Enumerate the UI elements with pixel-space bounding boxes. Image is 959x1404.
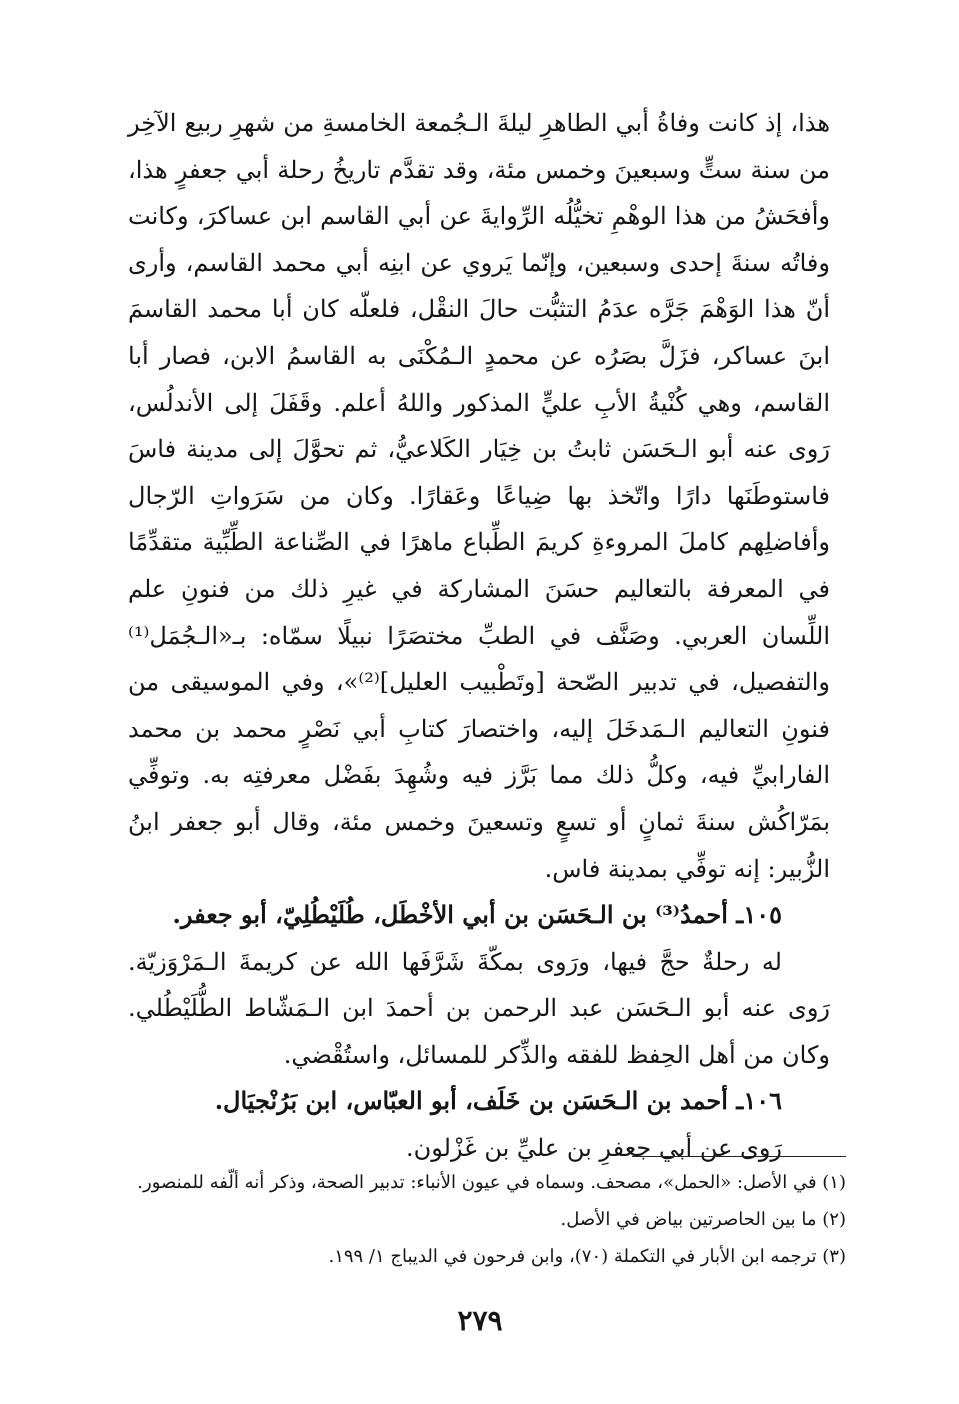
entry-heading-106: ١٠٦ـ أحمد بن الـحَسَن بن خَلَف، أبو العبّاس، ابن بَرُنْجيَال.	[214, 1086, 782, 1116]
main-text	[128, 100, 830, 1172]
footnote-separator	[632, 1156, 846, 1157]
entry-text-106: رَوى عن أبي جعفرِ بن عليِّ بن غَزْلون.	[405, 1134, 782, 1163]
entry-text-105: له رحلةٌ حجَّ فيها، ورَوى بمكّةَ شَرَّفَها الله عن كريمةَ الـمَرْوَزيّة. رَوى عنه أبو الـحَسَن عبد الرحمن بن أحمدَ ابن الـمَشّاط الطُّلَيْطُلي. وكان من أهل الحِفظ للفقه والذِّكر للمسائل، واستُقْضي.	[128, 947, 830, 1069]
footnote-3: (٣) ترجمه ابن الأبار في التكملة (٧٠)، وابن فرحون في الديباج ١/ ١٩٩.	[328, 1246, 846, 1267]
entry-heading-105: ١٠٥ـ أحمدُ⁽³⁾ بن الـحَسَن بن أبي الأخْطَل، طُلَيْطُلِيّ، أبو جعفر.	[172, 900, 782, 930]
footnote-2: (٢) ما بين الحاصرتين بياض في الأصل.	[560, 1209, 846, 1230]
body-paragraph: هذا، إذ كانت وفاةُ أبي الطاهرِ ليلةَ الـجُمعة الخامسةِ من شهرِ ربيع الآخِر من سنة ستٍّ وسبعينَ وخمس مئة، وقد تقدَّم تاريخُ رحلة أبي جعفرٍ هذا، وأفحَشُ من هذا الوهْمِ تخيُّلُه الرِّوايةَ عن أبي القاسم ابن عساكرَ، وكانت وفاتُه سنةَ إحدى وسبعين، وإنّما يَروي عن ابنِه أبي محمد القاسم، وأرى أنّ هذا الوَهْمَ جَرَّه عدَمُ التثبُّت حالَ النقْل، فلعلّه كان أبا محمد القاسمَ ابنَ عساكر، فزَلَّ بصَرُه عن محمدٍ الـمُكْنَى به القاسمُ الابن، فصار أبا القاسم، وهي كُنْيةُ الأبِ عليٍّ المذكور واللهُ أعلم. وقَفَلَ إلى الأندلُس، رَوى عنه أبو الـحَسَن ثابتُ بن خِيَار الكَلاعيُّ، ثم تحوَّلَ إلى مدينة فاسَ فاستوطَنَها دارًا واتّخذ بها ضِياعًا وعَقارًا. وكان من سَرَواتِ الرّجال وأفاضلِهم كاملَ المروءةِ كريمَ الطِّباع ماهرًا في الصِّناعة الطِّبِّية متقدِّمًا في المعرفة بالتعاليم حسَنَ المشاركة في غيرِ ذلك من فنونِ علم اللِّسان العربي. وصَنَّف في الطبِّ مختصَرًا نبيلًا سمّاه: بـ«الـجُمَل⁽¹⁾ والتفصيل، في تدبير الصّحة [وتَطْبيب العليل]⁽²⁾»، وفي الموسيقى من فنونِ التعاليم الـمَدخَلَ إليه، واختصارَ كتابِ أبي نَصْرٍ محمد بن محمد الفارابيِّ فيه، وكلُّ ذلك مما بَرَّز فيه وشُهِدَ بفَضْل معرفتِه به. وتوفِّي بمَرّاكُش سنةَ ثمانٍ أو تسعٍ وتسعينَ وخمس مئة، وقال أبو جعفر ابنُ الزُّبير: إنه توفِّي بمدينة فاس.	[128, 109, 831, 883]
footnotes	[137, 1164, 846, 1275]
page-number: ٢٧٩	[457, 1304, 503, 1337]
footnote-1: (١) في الأصل: «الحمل»، مصحف. وسماه في عيون الأنباء: تدبير الصحة، وذكر أنه ألّفه للمنصور.	[137, 1172, 846, 1193]
